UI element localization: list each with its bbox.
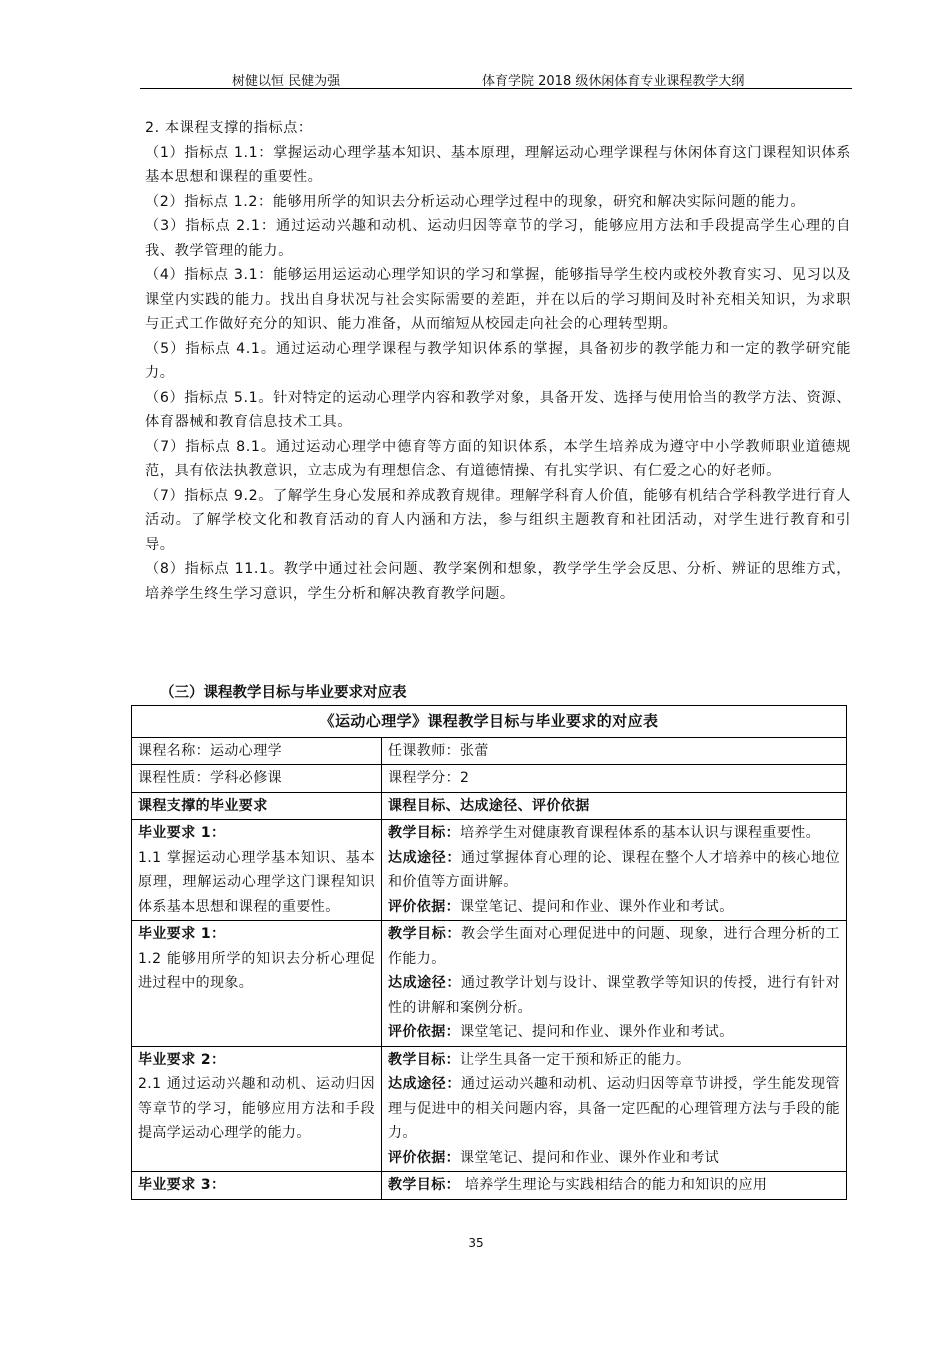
table-row: [132, 765, 847, 793]
header-doc-title: 体育学院 2018 级休闲体育专业课程教学大纲: [482, 74, 745, 89]
requirement-label: 毕业要求 1：: [138, 926, 226, 942]
goal-text: 培养学生对健康教育课程体系的基本认识与课程重要性。: [460, 825, 820, 841]
header-motto: 树健以恒 民健为强: [232, 74, 341, 89]
col-header-requirements: 课程支撑的毕业要求: [132, 792, 382, 820]
path-label: 达成途径：: [388, 849, 461, 866]
course-credits: 课程学分：2: [382, 765, 847, 793]
path-text: 通过掌握体育心理的论、课程在整个人才培养中的核心地位和价值等方面讲解。: [388, 849, 840, 890]
eval-text: 课堂笔记、提问和作业、课外作业和考试: [460, 1149, 720, 1166]
path-label: 达成途径：: [388, 1076, 461, 1092]
indicator-item: （4）指标点 3.1：能够运用运运动心理学知识的学习和掌握，能够指导学生校内或校外教育实习、见习以及课堂内实践的能力。找出自身状况与社会实际需要的差距，并在以后的学习期间及时补充相关知识，为求职与正式工作做好充分的知识、能力准备，从而缩短从校园走向社会的心理转型期。: [145, 267, 851, 332]
eval-text: 课堂笔记、提问和作业、课外作业和考试。: [460, 1024, 734, 1040]
course-teacher: 任课教师：张蕾: [382, 737, 847, 765]
indicator-item: （7）指标点 8.1。通过运动心理学中德育等方面的知识体系，本学生培养成为遵守中小学教师职业道德规范，具有依法执教意识，立志成为有理想信念、有道德情操、有扎实学识、有仁爱之心的好老师。: [145, 438, 851, 479]
requirement-cell: [132, 820, 382, 921]
requirement-cell: [132, 921, 382, 1047]
indicator-item: （8）指标点 11.1。教学中通过社会问题、教学案例和想象，教学学生学会反思、分析、辨证的思维方式，培养学生终生学习意识，学生分析和解决教育教学问题。: [145, 561, 851, 602]
goal-label: 教学目标：: [388, 926, 461, 942]
course-name: 课程名称：运动心理学: [132, 737, 382, 765]
indicator-item: （1）指标点 1.1：掌握运动心理学基本知识、基本原理，理解运动心理学课程与休闲体育这门课程知识体系基本思想和课程的重要性。: [145, 144, 851, 185]
requirement-text: 1.2 能够用所学的知识去分析心理促进过程中的现象。: [138, 950, 375, 991]
eval-text: 课堂笔记、提问和作业、课外作业和考试。: [460, 898, 734, 915]
requirement-text: 1.1 掌握运动心理学基本知识、基本原理，理解运动心理学这门课程知识体系基本思想和课程的重要性。: [138, 849, 375, 915]
table-row: [132, 1172, 847, 1200]
table-row: [132, 737, 847, 765]
requirement-label: 毕业要求 3：: [132, 1172, 382, 1200]
objective-cell: [382, 1046, 847, 1172]
requirement-cell: [132, 1046, 382, 1172]
indicator-item: （2）指标点 1.2：能够用所学的知识去分析运动心理学过程中的现象，研究和解决实际问题的能力。: [145, 193, 806, 210]
goal-text: 让学生具备一定干预和矫正的能力。: [460, 1051, 691, 1068]
goal-label: 教学目标：: [388, 1177, 460, 1193]
indicator-section: [145, 116, 851, 606]
requirement-label: 毕业要求 2：: [138, 1051, 226, 1068]
indicator-item: （7）指标点 9.2。了解学生身心发展和养成教育规律。理解学科育人价值，能够有机结合学科教学进行育人活动。了解学校文化和教育活动的育人内涵和方法，参与组织主题教育和社团活动，对学生进行教育和引导。: [145, 487, 851, 553]
goal-text: 培养学生理论与实践相结合的能力和知识的应用: [460, 1177, 768, 1193]
page-header: [140, 70, 852, 89]
goal-text: 教会学生面对心理促进中的问题、现象，进行合理分析的工作能力。: [388, 926, 840, 967]
section-title: （三）课程教学目标与毕业要求对应表: [160, 685, 407, 701]
requirement-label: 毕业要求 1：: [138, 825, 226, 841]
mapping-table: [131, 705, 847, 1200]
indicator-heading: 2. 本课程支撑的指标点：: [145, 120, 313, 136]
indicator-item: （3）指标点 2.1：通过运动兴趣和动机、运动归因等章节的学习，能够应用方法和手段提高学生心理的自我、教学管理的能力。: [145, 218, 851, 259]
objective-cell: [382, 921, 847, 1047]
eval-label: 评价依据：: [388, 898, 460, 915]
table-row: [132, 921, 847, 1047]
eval-label: 评价依据：: [388, 1149, 460, 1166]
objective-cell: [382, 1172, 847, 1200]
table-title-row: [132, 706, 847, 738]
table-header-row: [132, 792, 847, 820]
path-text: 通过教学计划与设计、课堂教学等知识的传授，进行有针对性的讲解和案例分析。: [388, 975, 840, 1016]
eval-label: 评价依据：: [388, 1024, 460, 1040]
table-row: [132, 820, 847, 921]
page-number: 35: [468, 1236, 484, 1250]
indicator-item: （6）指标点 5.1。针对特定的运动心理学内容和教学对象，具备开发、选择与使用恰当的教学方法、资源、体育器械和教育信息技术工具。: [145, 389, 851, 430]
course-type: 课程性质：学科必修课: [132, 765, 382, 793]
goal-label: 教学目标：: [388, 825, 460, 841]
indicator-item: （5）指标点 4.1。通过运动心理学课程与教学知识体系的掌握，具备初步的教学能力和一定的教学研究能力。: [145, 340, 851, 381]
objective-cell: [382, 820, 847, 921]
requirement-text: 2.1 通过运动兴趣和动机、运动归因等章节的学习，能够应用方法和手段提高学运动心理学的能力。: [138, 1076, 375, 1141]
table-title: 《运动心理学》课程教学目标与毕业要求的对应表: [132, 706, 847, 738]
path-text: 通过运动兴趣和动机、运动归因等章节讲授，学生能发现管理与促进中的相关问题内容，具备一定匹配的心理管理方法与手段的能力。: [388, 1076, 840, 1141]
path-label: 达成途径：: [388, 975, 461, 991]
col-header-objectives: 课程目标、达成途径、评价依据: [382, 792, 847, 820]
table-row: [132, 1046, 847, 1172]
goal-label: 教学目标：: [388, 1051, 460, 1068]
